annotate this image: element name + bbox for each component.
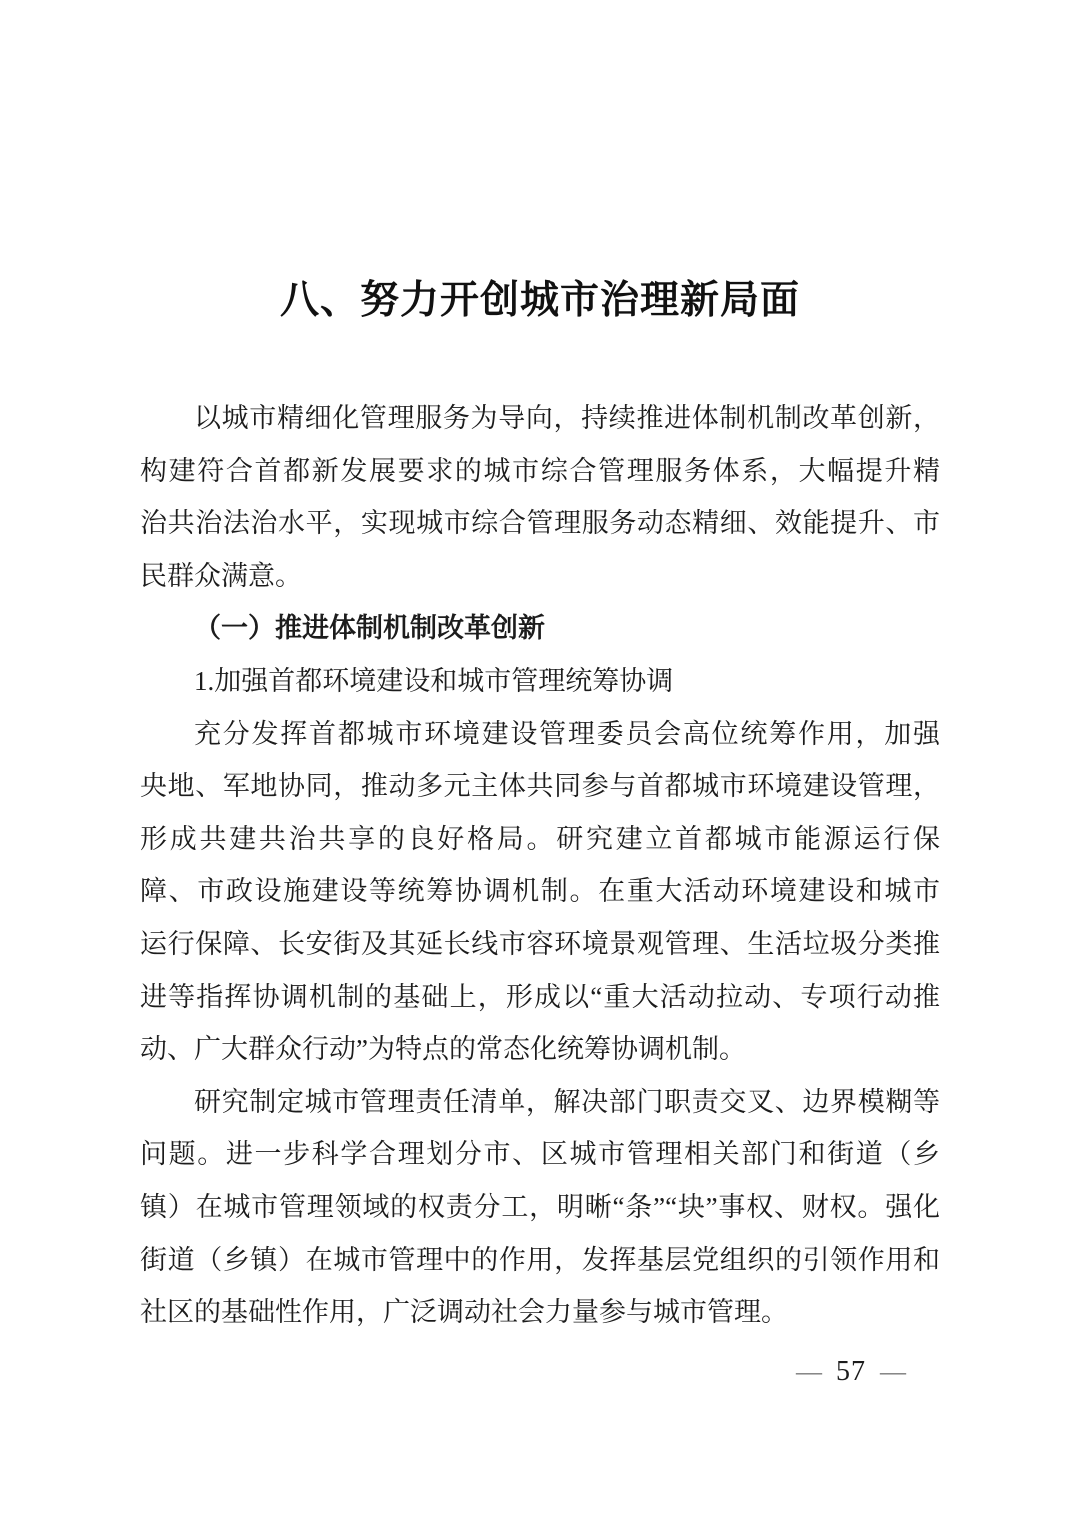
footer-dash-right: — xyxy=(880,1357,906,1386)
section-heading: （一）推进体制机制改革创新 xyxy=(194,613,545,644)
text-line: 研究制定城市管理责任清单，解决部门职责交叉、边界模糊等 xyxy=(194,1086,940,1117)
document-body xyxy=(140,392,940,1339)
text-line: 运行保障、长安街及其延长线市容环境景观管理、生活垃圾分类推 xyxy=(140,928,940,959)
text-line: 社区的基础性作用，广泛调动社会力量参与城市管理。 xyxy=(140,1297,788,1328)
text-line: 街道（乡镇）在城市管理中的作用，发挥基层党组织的引领作用和 xyxy=(140,1244,940,1275)
text-line: 问题。进一步科学合理划分市、区城市管理相关部门和街道（乡 xyxy=(140,1139,940,1170)
footer-dash-left: — xyxy=(796,1357,822,1386)
text-line: 障、市政设施建设等统筹协调机制。在重大活动环境建设和城市 xyxy=(140,876,940,907)
subsection-heading: 1.加强首都环境建设和城市管理统筹协调 xyxy=(194,665,674,696)
text-line: 形成共建共治共享的良好格局。研究建立首都城市能源运行保 xyxy=(140,823,940,854)
text-line: 进等指挥协调机制的基础上，形成以“重大活动拉动、专项行动推 xyxy=(140,981,940,1012)
text-line: 央地、军地协同，推动多元主体共同参与首都城市环境建设管理， xyxy=(140,771,940,802)
text-line: 以城市精细化管理服务为导向，持续推进体制机制改革创新， xyxy=(194,403,940,433)
text-line: 镇）在城市管理领域的权责分工，明晰“条”“块”事权、财权。强化 xyxy=(140,1191,940,1222)
page-title: 八、努力开创城市治理新局面 xyxy=(279,279,800,322)
text-line: 动、广大群众行动”为特点的常态化统筹协调机制。 xyxy=(140,1034,746,1065)
page-number-footer xyxy=(711,1352,991,1392)
text-line: 治共治法治水平，实现城市综合管理服务动态精细、效能提升、市 xyxy=(140,508,940,539)
page-number: 57 xyxy=(836,1356,866,1387)
text-line: 构建符合首都新发展要求的城市综合管理服务体系，大幅提升精 xyxy=(140,455,940,486)
text-line: 民群众满意。 xyxy=(140,560,302,591)
text-line: 充分发挥首都城市环境建设管理委员会高位统筹作用，加强 xyxy=(194,718,940,749)
